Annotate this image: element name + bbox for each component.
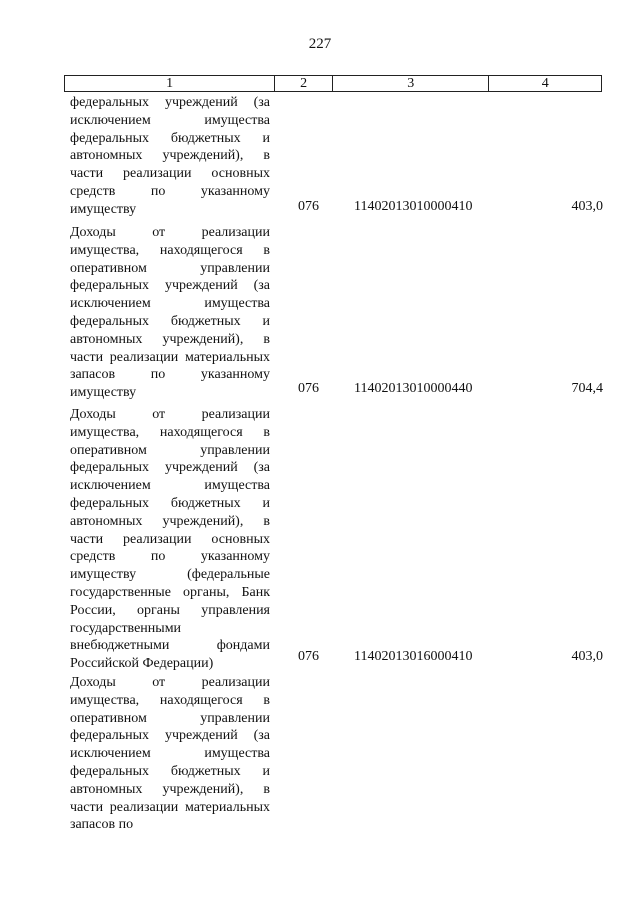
- row-3-admin-code: 076: [298, 649, 319, 664]
- header-col-3: 3: [332, 76, 488, 91]
- row-2-amount: 704,4: [571, 381, 603, 396]
- row-2-admin-code: 076: [298, 381, 319, 396]
- header-col-1: 1: [166, 76, 174, 91]
- header-col-4: 4: [488, 76, 601, 91]
- table-header: [64, 75, 602, 92]
- row-1-kbk: 11402013010000410: [354, 199, 473, 214]
- row-1-amount: 403,0: [571, 199, 603, 214]
- row-2-description: Доходы от реализации имущества, находящегося в оперативном управлении федеральных учреждений (за исключением имущества федеральных бюджетных и автономных учреждений), в части реализации материальных запасов по указанному имуществу: [70, 225, 270, 401]
- row-3-description: Доходы от реализации имущества, находящегося в оперативном управлении федеральных учреждений (за исключением имущества федеральных бюджетных и автономных учреждений), в части реализации основных средств по указанному имуществу (федеральные государственные органы, Банк России, органы управления государственными внебюджетными фондами Российской Федерации): [70, 407, 270, 672]
- row-3-kbk: 11402013016000410: [354, 649, 473, 664]
- page-number: 227: [308, 36, 332, 52]
- row-2-kbk: 11402013010000440: [354, 381, 473, 396]
- row-4-description: Доходы от реализации имущества, находящегося в оперативном управлении федеральных учреждений (за исключением имущества федеральных бюджетных и автономных учреждений), в части реализации материальных запасов по: [70, 675, 270, 833]
- row-1-admin-code: 076: [298, 199, 319, 214]
- row-1-description: федеральных учреждений (за исключением имущества федеральных бюджетных и автономных учреждений), в части реализации основных средств по указанному имуществу: [70, 95, 270, 217]
- row-3-amount: 403,0: [571, 649, 603, 664]
- header-col-2: 2: [274, 76, 332, 91]
